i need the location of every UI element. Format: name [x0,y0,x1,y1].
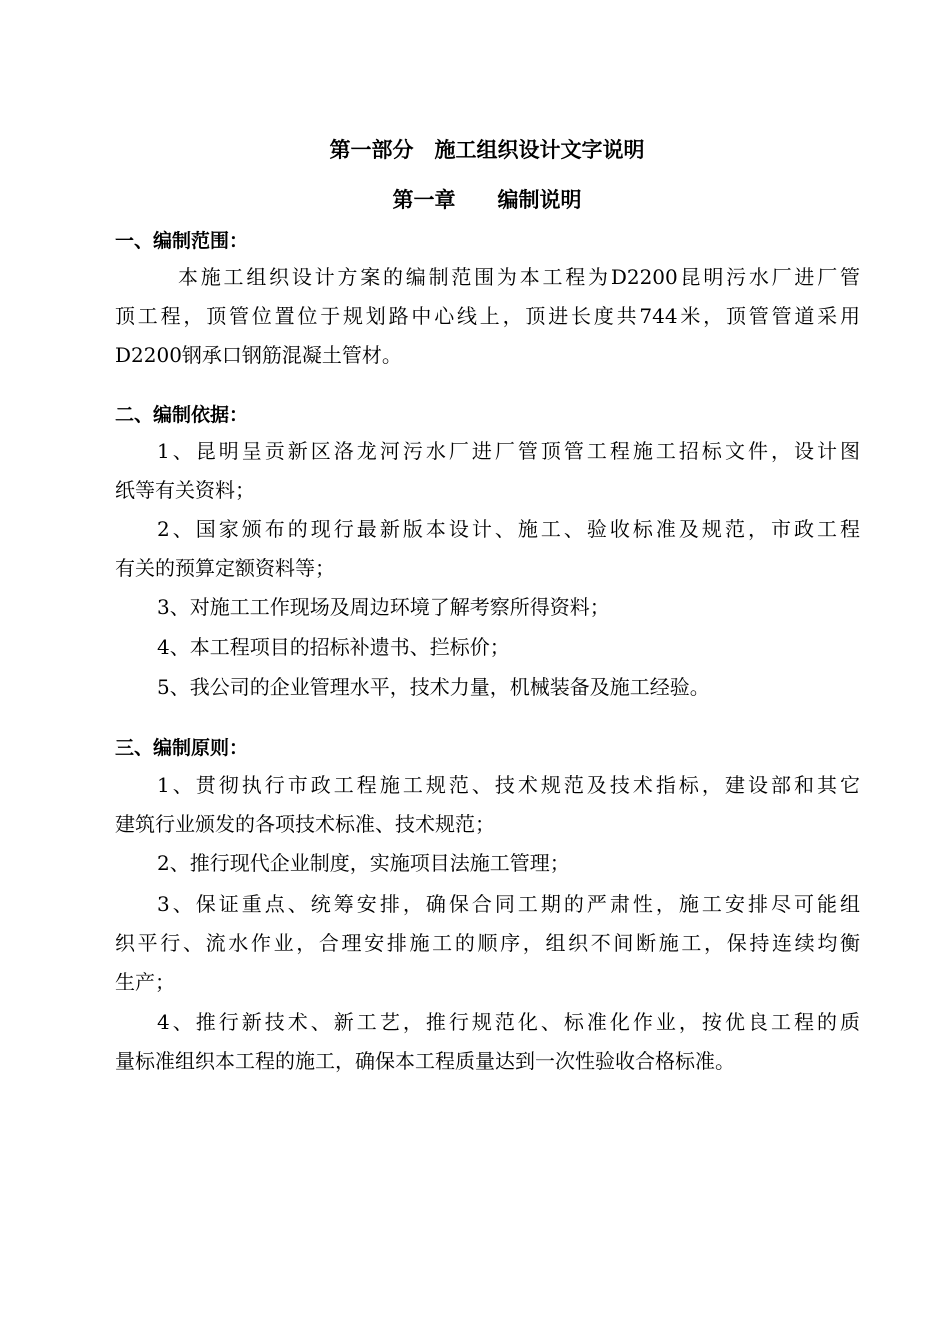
paragraph-line: 织平行、流水作业，合理安排施工的顺序，组织不间断施工，保持连续均衡 [115,931,860,955]
paragraph-line: 建筑行业颁发的各项技术标准、技术规范； [115,812,495,836]
paragraph-line: 2、国家颁布的现行最新版本设计、施工、验收标准及规范，市政工程 [157,517,860,541]
paragraph-line: 有关的预算定额资料等； [115,556,335,580]
paragraph-line: 4、本工程项目的招标补遗书、拦标价； [157,635,510,659]
chapter-title: 第一章 编制说明 [392,188,582,212]
paragraph-line: 2、推行现代企业制度，实施项目法施工管理； [157,851,570,875]
paragraph-line: 量标准组织本工程的施工，确保本工程质量达到一次性验收合格标准。 [115,1049,735,1073]
paragraph-line: 3、保证重点、统筹安排，确保合同工期的严肃性，施工安排尽可能组 [157,892,860,916]
paragraph-line: 5、我公司的企业管理水平，技术力量，机械装备及施工经验。 [157,675,710,699]
paragraph-line: 纸等有关资料； [115,478,255,502]
section-heading-scope: 一、编制范围： [115,230,249,252]
paragraph-line: 1、昆明呈贡新区洛龙河污水厂进厂管顶管工程施工招标文件，设计图 [157,439,860,463]
section-heading-basis: 二、编制依据： [115,404,249,426]
paragraph-line: D2200钢承口钢筋混凝土管材。 [115,343,402,367]
paragraph-line: 生产； [115,970,175,994]
paragraph-line: 3、对施工工作现场及周边环境了解考察所得资料； [157,595,610,619]
paragraph-line: 1、贯彻执行市政工程施工规范、技术规范及技术指标，建设部和其它 [157,773,860,797]
paragraph-line: 顶工程，顶管位置位于规划路中心线上，顶进长度共744米，顶管管道采用 [115,304,860,328]
paragraph-line: 4、推行新技术、新工艺，推行规范化、标准化作业，按优良工程的质 [157,1010,860,1034]
part-title: 第一部分 施工组织设计文字说明 [329,138,645,162]
section-heading-principles: 三、编制原则： [115,737,249,759]
paragraph-line: 本施工组织设计方案的编制范围为本工程为D2200昆明污水厂进厂管 [178,265,860,289]
